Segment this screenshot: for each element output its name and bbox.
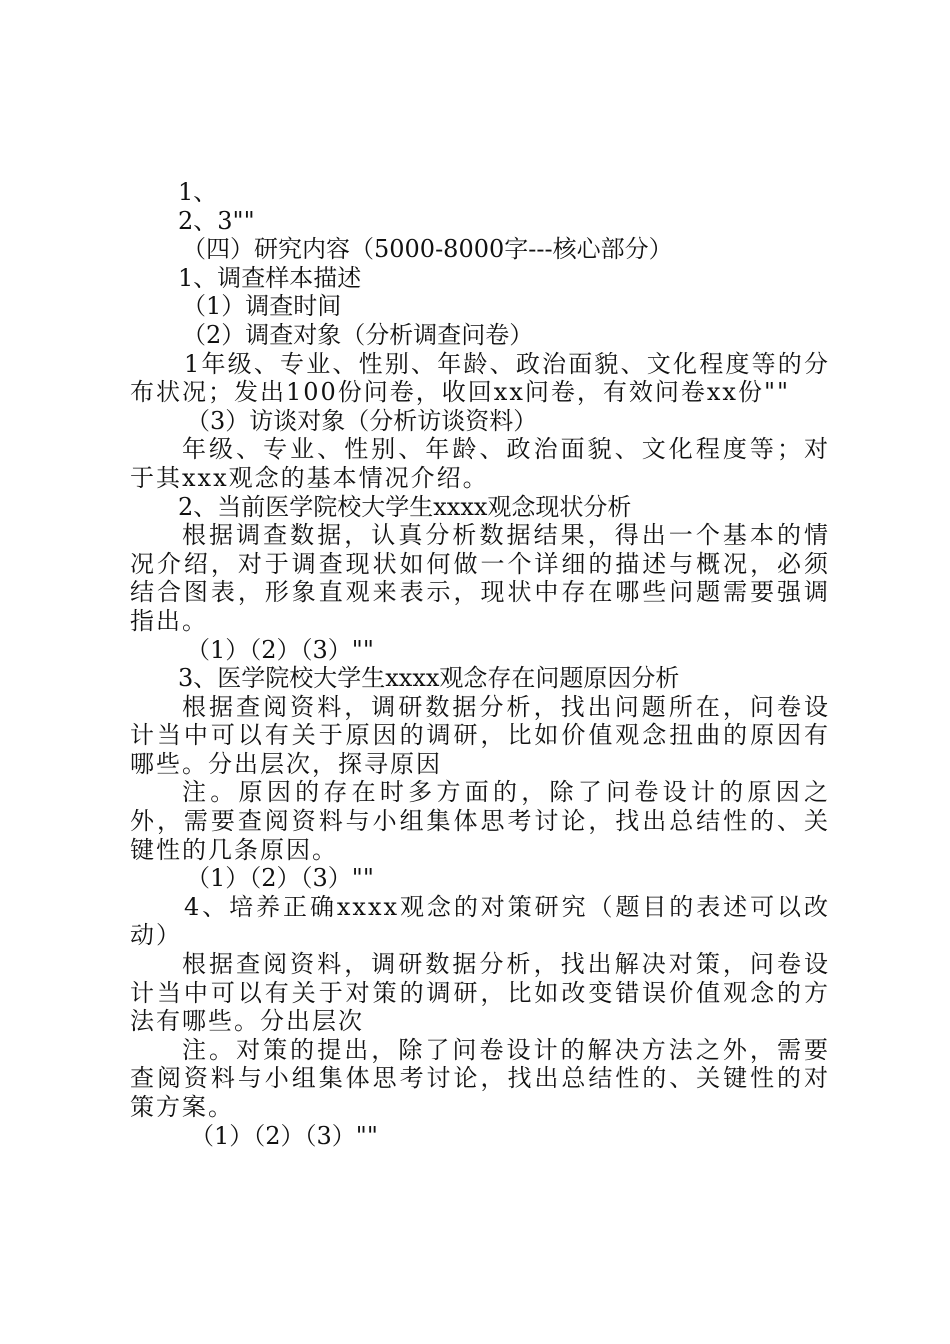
list-placeholder-1: （1）（2）（3）"" [186, 635, 374, 664]
paragraph-cause-note: 注。原因的存在时多方面的，除了问卷设计的原因之外，需要查阅资料与小组集体思考讨论，找出总结性的、关键性的几条原因。 [130, 778, 830, 864]
list-item-1: 1、 [178, 178, 218, 206]
item-interview-subjects: （3）访谈对象（分析访谈资料） [186, 406, 538, 435]
paragraph-countermeasures: 根据查阅资料，调研数据分析，找出解决对策，问卷设计当中可以有关于对策的调研，比如改变错误价值观念的方法有哪些。分出层次 [130, 950, 830, 1036]
subheading-countermeasures: 4、培养正确xxxx观念的对策研究（题目的表述可以改动） [130, 892, 830, 950]
paragraph-cause-analysis: 根据查阅资料，调研数据分析，找出问题所在，问卷设计当中可以有关于原因的调研，比如价值观念扭曲的原因有哪些。分出层次，探寻原因 [130, 692, 830, 778]
paragraph-current-status: 根据调查数据，认真分析数据结果，得出一个基本的情况介绍，对于调查现状如何做一个详细的描述与概况，必须结合图表，形象直观来表示，现状中存在哪些问题需要强调指出。 [130, 521, 830, 635]
item-survey-subjects: （2）调查对象（分析调查问卷） [182, 320, 534, 349]
paragraph-survey-distribution: 1年级、专业、性别、年龄、政治面貌、文化程度等的分布状况；发出100份问卷，收回xx问卷，有效问卷xx份"" [130, 349, 830, 407]
subheading-sample-description: 1、调查样本描述 [178, 263, 362, 292]
paragraph-interview-description: 年级、专业、性别、年龄、政治面貌、文化程度等；对于其xxx观念的基本情况介绍。 [130, 435, 830, 492]
list-item-2-3: 2、3"" [178, 206, 255, 235]
item-survey-time: （1）调查时间 [182, 292, 342, 321]
list-placeholder-2: （1）（2）（3）"" [186, 864, 374, 893]
subheading-cause-analysis: 3、医学院校大学生xxxx观念存在问题原因分析 [178, 664, 680, 693]
document-body [130, 178, 830, 1150]
paragraph-countermeasures-note: 注。对策的提出，除了问卷设计的解决方法之外，需要查阅资料与小组集体思考讨论，找出总结性的、关键性的对策方案。 [130, 1035, 830, 1121]
list-placeholder-3: （1）（2）（3）"" [190, 1121, 378, 1150]
section-heading-research-content: （四）研究内容（5000-8000字---核心部分） [182, 235, 673, 264]
subheading-current-status: 2、当前医学院校大学生xxxx观念现状分析 [178, 492, 632, 521]
